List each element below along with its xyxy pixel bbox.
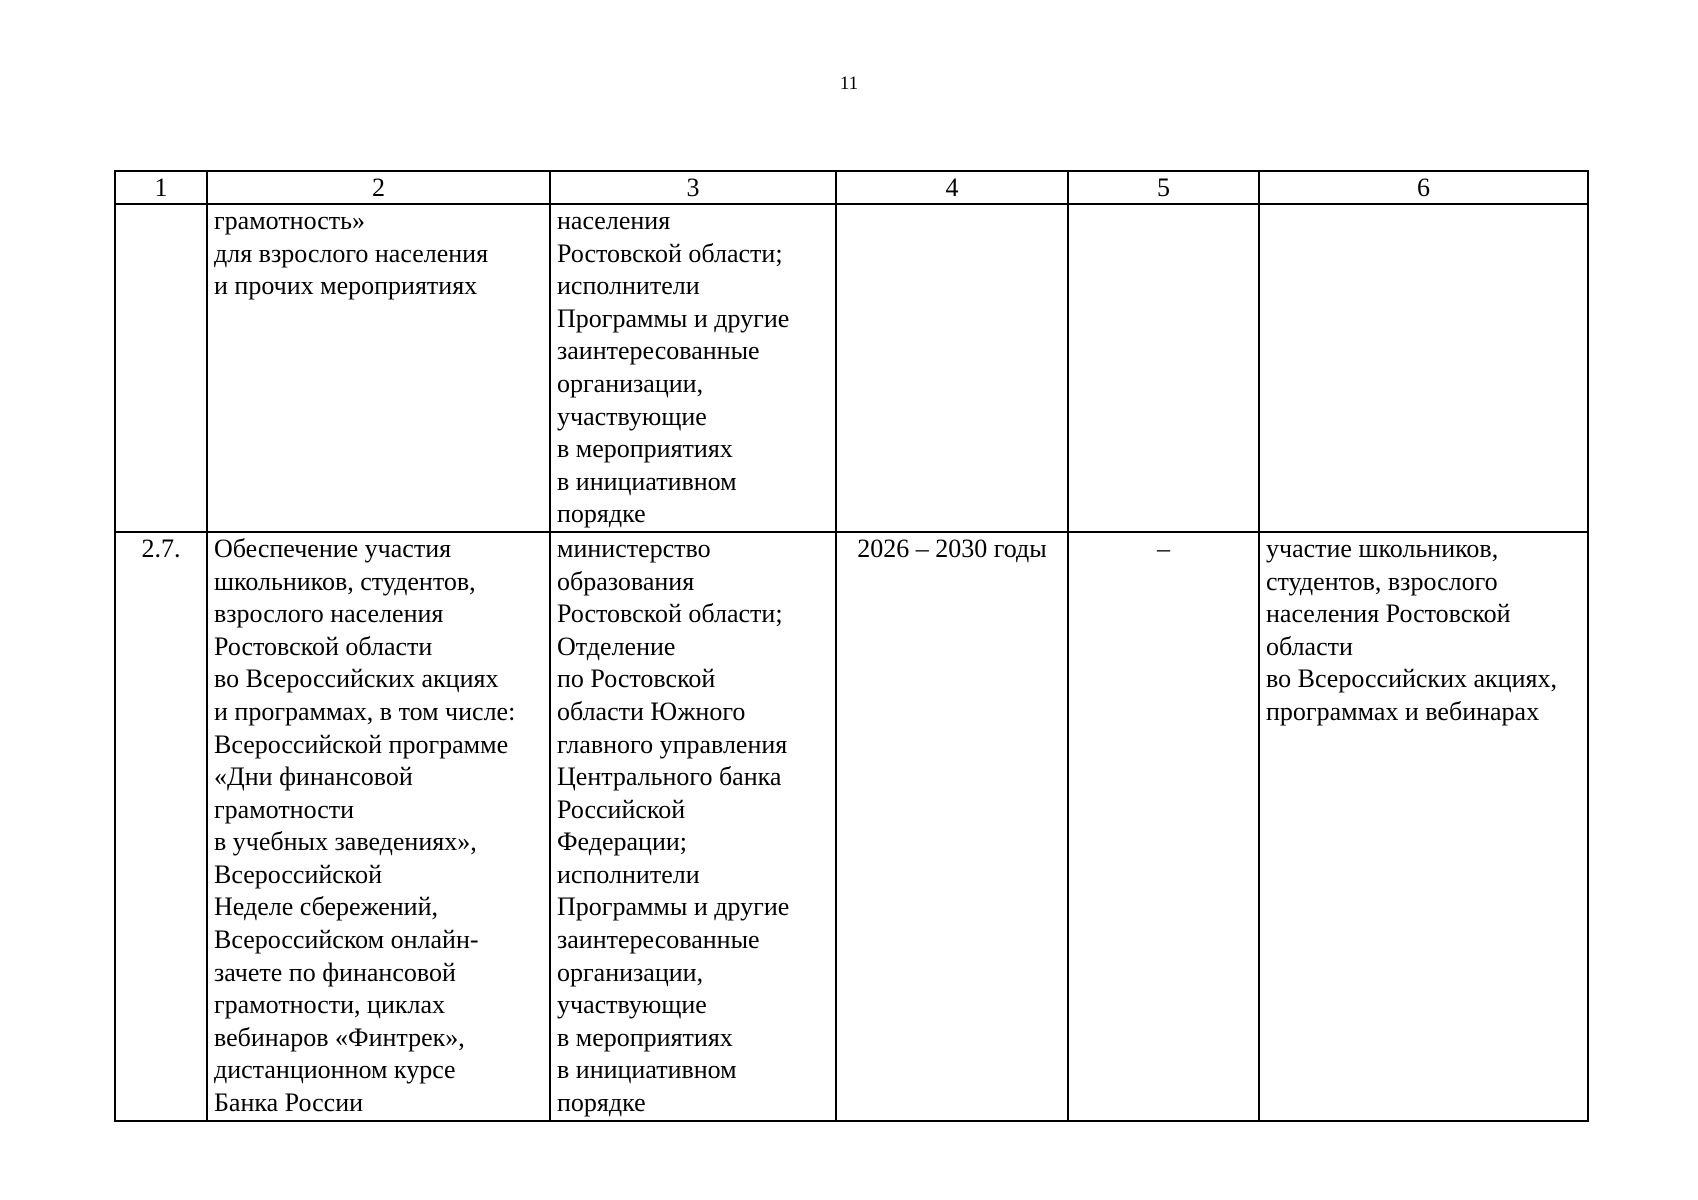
- cell-line: дистанционном курсе: [214, 1055, 456, 1085]
- cell-line: Российской: [557, 794, 686, 824]
- measures-table: [114, 170, 1589, 1122]
- cell-line: в инициативном: [557, 466, 737, 496]
- cell-line: исполнители: [557, 859, 700, 889]
- table-row: [115, 204, 1588, 532]
- cell-line: участие школьников,: [1266, 533, 1499, 563]
- cell-line: зачете по финансовой: [214, 957, 456, 987]
- cell-line: в учебных заведениях»,: [214, 827, 477, 857]
- cell-line: «Дни финансовой: [214, 762, 413, 792]
- cell-line: во Всероссийских акциях: [214, 664, 499, 694]
- cell-line: организации,: [557, 957, 704, 987]
- cell-line: населения Ростовской: [1266, 599, 1511, 629]
- cell-line: области Южного: [557, 696, 746, 726]
- cell-line: заинтересованные: [557, 336, 760, 366]
- period-cell: 2026 – 2030 годы: [836, 532, 1068, 1121]
- funding-cell: [1068, 204, 1259, 532]
- cell-line: грамотности: [214, 794, 355, 824]
- executor-cell: [550, 204, 836, 532]
- cell-line: Всероссийской программе: [214, 729, 509, 759]
- cell-line: Банка России: [214, 1088, 364, 1118]
- cell-line: министерство: [557, 533, 711, 563]
- measure-name-cell: [207, 532, 550, 1121]
- cell-line: Федерации;: [557, 827, 688, 857]
- cell-line: Программы и другие: [557, 892, 790, 922]
- cell-line: участвующие: [557, 990, 707, 1020]
- funding-cell: –: [1068, 532, 1259, 1121]
- column-header-2: 2: [207, 171, 550, 204]
- cell-line: в мероприятиях: [557, 434, 733, 464]
- cell-line: Ростовской области: [214, 631, 433, 661]
- cell-line: Всероссийском онлайн-: [214, 925, 479, 955]
- cell-line: населения: [557, 206, 671, 235]
- column-header-6: 6: [1259, 171, 1588, 204]
- cell-line: главного управления: [557, 729, 788, 759]
- cell-line: и программах, в том числе:: [214, 696, 516, 726]
- cell-line: образования: [557, 566, 695, 596]
- cell-line: студентов, взрослого: [1266, 566, 1498, 596]
- cell-line: Всероссийской: [214, 859, 383, 889]
- cell-line: в инициативном: [557, 1055, 737, 1085]
- row-number-cell: 2.7.: [115, 532, 207, 1121]
- cell-line: программах и вебинарах: [1266, 696, 1540, 726]
- cell-line: Обеспечение участия: [214, 533, 452, 563]
- cell-line: взрослого населения: [214, 599, 444, 629]
- column-header-1: 1: [115, 171, 207, 204]
- cell-line: порядке: [557, 499, 646, 529]
- cell-line: и прочих мероприятиях: [214, 271, 478, 301]
- cell-line: по Ростовской: [557, 664, 716, 694]
- cell-line: грамотность»: [214, 206, 365, 235]
- cell-line: Ростовской области;: [557, 599, 783, 629]
- cell-line: Программы и другие: [557, 303, 790, 333]
- cell-line: участвующие: [557, 401, 707, 431]
- cell-line: вебинаров «Финтрек»,: [214, 1022, 465, 1052]
- cell-line: организации,: [557, 368, 704, 398]
- executor-cell: [550, 532, 836, 1121]
- period-cell: [836, 204, 1068, 532]
- cell-line: школьников, студентов,: [214, 566, 476, 596]
- column-header-4: 4: [836, 171, 1068, 204]
- cell-line: Ростовской области;: [557, 238, 783, 268]
- cell-line: Неделе сбережений,: [214, 892, 438, 922]
- row-number-cell: [115, 204, 207, 532]
- cell-line: во Всероссийских акциях,: [1266, 664, 1557, 694]
- cell-line: Отделение: [557, 631, 676, 661]
- cell-line: в мероприятиях: [557, 1022, 733, 1052]
- result-cell: [1259, 532, 1588, 1121]
- cell-line: порядке: [557, 1088, 646, 1118]
- cell-line: для взрослого населения: [214, 238, 489, 268]
- result-cell: [1259, 204, 1588, 532]
- header-row: [115, 171, 1588, 204]
- cell-line: заинтересованные: [557, 925, 760, 955]
- column-header-5: 5: [1068, 171, 1259, 204]
- cell-line: исполнители: [557, 271, 700, 301]
- cell-line: грамотности, циклах: [214, 990, 446, 1020]
- page-number: 11: [839, 73, 859, 94]
- table-row: [115, 532, 1588, 1121]
- cell-line: области: [1266, 631, 1353, 661]
- column-header-3: 3: [550, 171, 836, 204]
- measure-name-cell: [207, 204, 550, 532]
- cell-line: Центрального банка: [557, 762, 782, 792]
